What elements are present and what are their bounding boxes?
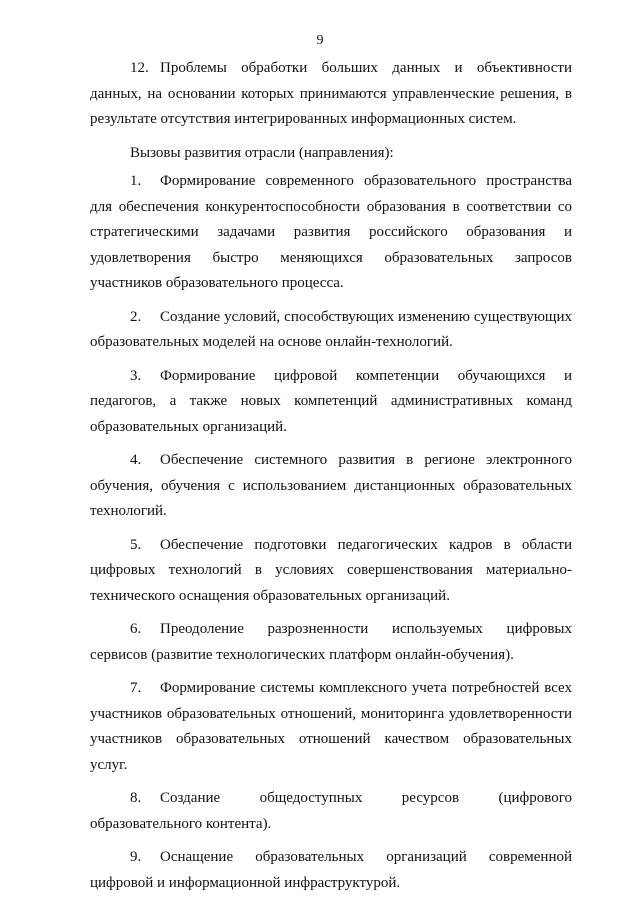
item-number: 12. — [130, 60, 149, 76]
paragraph-text: Оснащение образовательных организаций современной цифровой и информационной инфраструктурой. — [90, 849, 572, 891]
paragraph-challenge-2 — [90, 305, 572, 356]
paragraph-text: Формирование цифровой компетенции обучающихся и педагогов, а также новых компетенций административных команд образовательных организаций. — [90, 367, 572, 435]
paragraph-challenge-6 — [90, 617, 572, 668]
paragraph-challenge-3 — [90, 364, 572, 441]
item-number: 6. — [130, 621, 142, 637]
item-number: 2. — [130, 308, 142, 325]
item-number: 7. — [130, 680, 142, 696]
paragraph-challenges-heading — [90, 141, 572, 167]
paragraph-text: Формирование современного образовательного пространства для обеспечения конкурентоспособности образования в соответствии со стратегическими задачами развития российского образования и удовлетворения быстро меняющихся образовательных запросов участников образовательного процесса. — [90, 173, 572, 291]
paragraph-challenge-8 — [90, 786, 572, 837]
item-number: 8. — [130, 790, 142, 806]
paragraph-text: Обеспечение подготовки педагогических кадров в области цифровых технологий в условиях совершенствования материально-технического оснащения образовательных организаций. — [90, 536, 572, 604]
paragraph-problem-12 — [90, 56, 572, 133]
item-number: 1. — [130, 173, 142, 189]
item-number: 9. — [130, 849, 142, 865]
paragraph-text: Формирование системы комплексного учета потребностей всех участников образовательных отношений, мониторинга удовлетворенности участников образовательных отношений качеством образовательных услуг. — [90, 680, 572, 773]
paragraph-text: Обеспечение системного развития в регионе электронного обучения, обучения с использованием дистанционных образовательных технологий. — [90, 452, 572, 519]
paragraph-text: Проблемы обработки больших данных и объективности данных, на основании которых принимаются управленческие решения, в результате отсутствия интегрированных информационных систем. — [90, 60, 572, 127]
paragraph-text: Создание условий, способствующих изменению существующих образовательных моделей на основе онлайн-технологий. — [90, 308, 572, 350]
paragraph-challenge-1 — [90, 169, 572, 297]
paragraph-challenge-5 — [90, 533, 572, 610]
page-number: 9 — [316, 33, 324, 48]
item-number: 3. — [130, 367, 142, 384]
item-number: 4. — [130, 452, 142, 468]
paragraph-text: Вызовы развития отрасли (направления): — [130, 144, 394, 161]
document-body — [90, 56, 572, 904]
paragraph-text: Создание общедоступных ресурсов (цифрового образовательного контента). — [90, 790, 572, 832]
item-number: 5. — [130, 536, 142, 553]
paragraph-challenge-4 — [90, 448, 572, 525]
paragraph-challenge-7 — [90, 676, 572, 778]
paragraph-challenge-9 — [90, 845, 572, 896]
paragraph-text: Преодоление разрозненности используемых цифровых сервисов (развитие технологических платформ онлайн-обучения). — [90, 621, 572, 663]
